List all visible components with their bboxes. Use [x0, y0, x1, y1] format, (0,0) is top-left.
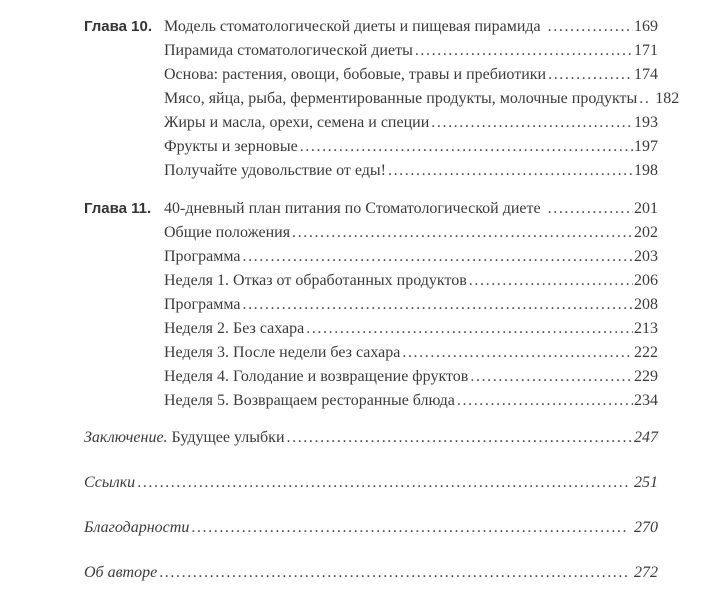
backmatter-entry — [84, 516, 658, 540]
entry-title: Общие положения — [164, 224, 291, 241]
dot-leader — [388, 159, 633, 183]
dot-leader — [548, 63, 633, 87]
toc-entry — [164, 135, 658, 159]
toc-entry — [164, 269, 658, 293]
toc-entry — [164, 63, 658, 87]
toc-entry — [164, 341, 658, 365]
entry-title: Неделя 4. Голодание и возвращение фруктов — [164, 368, 469, 385]
page-number: 198 — [634, 162, 658, 179]
backmatter-entry — [84, 426, 658, 450]
entry-title: Программа — [164, 248, 241, 265]
backmatter-prefix: Заключение. — [84, 429, 168, 446]
toc-entry — [164, 221, 658, 245]
entry-title: Получайте удовольствие от еды! — [164, 162, 386, 179]
backmatter-prefix: Об авторе — [84, 564, 158, 581]
dot-leader — [137, 471, 628, 495]
backmatter-prefix: Благодарности — [84, 519, 190, 536]
entry-title: Неделя 2. Без сахара — [164, 320, 305, 337]
toc-entry — [164, 87, 680, 111]
page-number: 197 — [634, 138, 658, 155]
dot-leader — [639, 87, 649, 111]
page-number: 251 — [634, 474, 658, 491]
dot-leader — [242, 245, 633, 269]
dot-leader — [292, 221, 633, 245]
page-number: 208 — [634, 296, 658, 313]
entry-title: Программа — [164, 296, 241, 313]
backmatter-entry — [84, 561, 658, 585]
dot-leader — [457, 389, 633, 413]
page-number: 174 — [634, 66, 658, 83]
page-number: 203 — [634, 248, 658, 265]
page-number: 247 — [634, 429, 658, 446]
toc-entry — [164, 159, 658, 183]
chapter-10-block — [84, 15, 680, 183]
page-number: 182 — [655, 90, 680, 107]
dot-leader — [470, 365, 633, 389]
backmatter-title: Будущее улыбки — [167, 429, 285, 446]
chapter-title: 40-дневный план питания по Стоматологической диете — [164, 200, 541, 217]
chapter-title: Модель стоматологической диеты и пищевая пирамида — [164, 18, 541, 35]
chapter-label: Глава 10. — [84, 18, 153, 35]
page-number: 171 — [634, 42, 658, 59]
dot-leader — [415, 39, 633, 63]
toc-entry — [164, 39, 658, 63]
toc-entry — [164, 245, 658, 269]
page-number: 206 — [634, 272, 658, 289]
entry-title: Неделя 5. Возвращаем ресторанные блюда — [164, 392, 455, 409]
chapter-label: Глава 11. — [84, 200, 152, 217]
toc-entry — [164, 365, 658, 389]
dot-leader — [159, 561, 628, 585]
entry-title: Неделя 3. После недели без сахара — [164, 344, 401, 361]
toc-entry — [164, 293, 658, 317]
backmatter-entry — [84, 471, 658, 495]
page-number: 270 — [634, 519, 658, 536]
backmatter-section — [84, 426, 658, 585]
toc-entry — [164, 317, 658, 341]
page-number: 169 — [634, 18, 658, 35]
chapter-11-block — [84, 197, 658, 413]
dot-leader — [287, 426, 634, 450]
dot-leader — [402, 341, 633, 365]
entry-title: Жиры и масла, орехи, семена и специи — [164, 114, 430, 131]
page-number: 234 — [634, 392, 658, 409]
dot-leader — [548, 197, 633, 221]
entry-title: Пирамида стоматологической диеты — [164, 42, 413, 59]
page-number: 272 — [634, 564, 658, 581]
page-number: 201 — [634, 200, 658, 217]
entry-title: Основа: растения, овощи, бобовые, травы и пребиотики — [164, 66, 547, 83]
dot-leader — [306, 317, 633, 341]
page-number: 229 — [634, 368, 658, 385]
page-number: 202 — [634, 224, 658, 241]
chapter-heading — [84, 197, 658, 221]
page-number: 213 — [634, 320, 658, 337]
entry-title: Неделя 1. Отказ от обработанных продуктов — [164, 272, 467, 289]
dot-leader — [431, 111, 633, 135]
dot-leader — [300, 135, 633, 159]
toc-entry — [164, 111, 658, 135]
dot-leader — [242, 293, 633, 317]
page-number: 193 — [634, 114, 658, 131]
dot-leader — [548, 15, 633, 39]
chapter-heading — [84, 15, 658, 39]
entry-title: Фрукты и зерновые — [164, 138, 298, 155]
dot-leader — [469, 269, 633, 293]
toc-entry — [164, 389, 658, 413]
dot-leader — [191, 516, 628, 540]
backmatter-prefix: Ссылки — [84, 474, 136, 491]
entry-title: Мясо, яйца, рыба, ферментированные продукты, молочные продукты — [164, 90, 638, 107]
page-number: 222 — [634, 344, 658, 361]
